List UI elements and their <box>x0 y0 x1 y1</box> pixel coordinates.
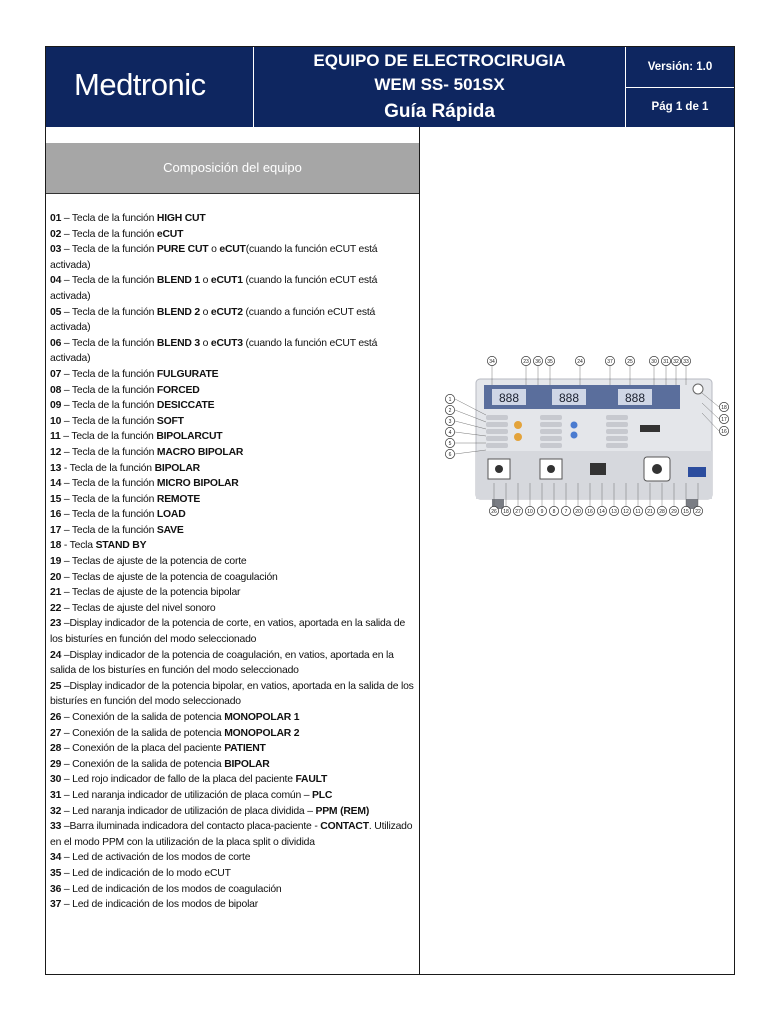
mode-key <box>486 436 508 441</box>
item-text: - Tecla <box>61 540 96 552</box>
callout-number: 33 <box>683 358 689 365</box>
item-number: 04 <box>50 275 62 287</box>
item-number: 06 <box>50 337 62 349</box>
mode-key <box>486 422 508 427</box>
display-digits: 888 <box>498 391 520 405</box>
contact-bar <box>640 425 660 432</box>
blue-key <box>571 422 578 429</box>
list-item <box>50 866 416 882</box>
item-text: – Tecla de la función <box>61 337 157 349</box>
item-number: 36 <box>50 883 62 895</box>
list-item <box>50 211 416 227</box>
callout-number: 17 <box>721 416 727 423</box>
list-item <box>50 398 416 414</box>
medtronic-logo: Medtronic <box>74 67 206 102</box>
list-item <box>50 305 416 336</box>
item-number: 03 <box>50 244 62 256</box>
item-keyword: BIPOLARCUT <box>156 431 223 443</box>
list-item <box>50 585 416 601</box>
item-text: – Led naranja indicador de utilización de placa dividida – <box>61 805 316 817</box>
list-item <box>50 336 416 367</box>
callout-number: 18 <box>721 404 727 411</box>
callout-number: 25 <box>627 358 633 365</box>
left-column <box>46 127 420 975</box>
item-number: 26 <box>50 712 62 723</box>
item-keyword: HIGH CUT <box>156 213 206 224</box>
item-number: 33 <box>50 821 62 833</box>
list-item <box>50 554 416 570</box>
item-number: 11 <box>50 431 61 443</box>
item-keyword-alt: eCUT1 <box>210 275 243 287</box>
item-text: – Teclas de ajuste de la potencia de corte <box>61 556 247 568</box>
item-number: 16 <box>50 509 62 521</box>
mode-key <box>486 429 508 434</box>
bipolar-connector <box>590 463 606 475</box>
item-number: 10 <box>50 415 62 427</box>
item-keyword: SAVE <box>156 524 184 536</box>
item-text: – Tecla de la función <box>61 368 157 380</box>
item-number: 35 <box>50 867 62 879</box>
section-heading: Composición del equipo <box>46 143 419 194</box>
item-text: - Tecla de la función <box>61 462 155 474</box>
item-number: 34 <box>50 852 62 864</box>
item-keyword-alt: eCUT2 <box>210 306 243 318</box>
callout-number: 12 <box>623 508 629 515</box>
callout-number: 13 <box>611 508 617 515</box>
list-item <box>50 227 416 243</box>
callout-number: 34 <box>489 358 495 365</box>
item-number: 24 <box>50 649 62 661</box>
right-column <box>420 127 734 975</box>
blue-key <box>571 432 578 439</box>
item-text: – Led naranja indicador de utilización de placa común – <box>61 789 313 801</box>
item-number: 30 <box>50 774 62 786</box>
item-number: 09 <box>50 400 62 412</box>
callout-number: 21 <box>647 508 653 515</box>
callout-number: 26 <box>491 508 497 515</box>
item-text: – Teclas de ajuste de la potencia de coagulación <box>61 571 278 583</box>
item-text: – Tecla de la función <box>61 244 157 256</box>
item-number: 22 <box>50 602 62 614</box>
item-number: 37 <box>50 899 62 911</box>
item-keyword: BLEND 1 <box>156 275 200 287</box>
item-note: (cuando la función eCUT está activada) <box>50 275 378 302</box>
item-text: – Conexión de la salida de potencia <box>61 758 225 770</box>
list-item <box>50 507 416 523</box>
list-item <box>50 429 416 445</box>
item-keyword: PURE CUT <box>156 244 209 256</box>
item-number: 21 <box>50 587 62 599</box>
item-text: – Tecla de la función <box>61 228 157 240</box>
item-keyword: FULGURATE <box>156 368 219 380</box>
item-text: – Led rojo indicador de fallo de la placa del paciente <box>61 774 296 786</box>
item-keyword: REMOTE <box>156 493 201 505</box>
item-text: – Led de indicación de los modos de coagulación <box>61 883 282 895</box>
version-label: Versión: 1.0 <box>626 47 734 88</box>
callout-number: 14 <box>599 508 605 515</box>
item-text: – Tecla de la función <box>61 478 157 490</box>
page-number: Pág 1 de 1 <box>651 101 709 113</box>
monopolar-2-socket <box>547 465 555 473</box>
item-text: –Barra iluminada indicadora del contacto placa-paciente - <box>61 821 321 833</box>
list-item <box>50 679 416 710</box>
list-item <box>50 850 416 866</box>
callout-number: 2 <box>448 407 452 414</box>
item-text: – Tecla de la función <box>61 524 157 536</box>
list-item <box>50 367 416 383</box>
item-number: 31 <box>50 789 62 801</box>
item-number: 29 <box>50 758 62 770</box>
item-text: – Tecla de la función <box>61 275 157 287</box>
mode-key <box>486 415 508 420</box>
document-page <box>45 46 735 975</box>
list-item <box>50 492 416 508</box>
item-keyword: MICRO BIPOLAR <box>156 478 239 490</box>
item-text: –Display indicador de la potencia de coagulación, en vatios, aportada en la salida de los bisturíes en función del modo seleccionado <box>50 649 394 677</box>
standby-key <box>693 384 703 394</box>
item-text: – Teclas de ajuste del nivel sonoro <box>61 602 216 614</box>
item-keyword: FORCED <box>156 384 200 396</box>
display-digits: 888 <box>624 391 646 405</box>
item-number: 20 <box>50 571 62 583</box>
item-connector: o <box>199 337 211 349</box>
list-item <box>50 601 416 617</box>
item-note: (cuando la función eCUT está activada) <box>50 337 378 365</box>
mode-key <box>606 415 628 420</box>
callout-number: 8 <box>552 508 556 515</box>
item-text: – Tecla de la función <box>61 509 157 521</box>
item-number: 12 <box>50 446 62 458</box>
logo-cell <box>46 47 254 127</box>
item-text: –Display indicador de la potencia de corte, en vatios, aportada en la salida de los bisturíes en función del modo seleccionado <box>50 618 406 646</box>
list-item <box>50 242 416 273</box>
list-item <box>50 538 416 554</box>
callout-number: 15 <box>683 508 689 515</box>
item-keyword: LOAD <box>156 509 186 521</box>
item-text: – Tecla de la función <box>61 384 157 396</box>
callout-number: 9 <box>540 508 544 515</box>
callout-number: 6 <box>448 451 452 458</box>
item-text: – Tecla de la función <box>61 213 157 224</box>
list-item <box>50 476 416 492</box>
item-number: 13 <box>50 462 62 474</box>
item-text: – Tecla de la función <box>61 415 157 427</box>
title-cell <box>254 47 626 127</box>
list-item <box>50 772 416 788</box>
callout-number: 5 <box>448 440 452 447</box>
item-keyword: PPM (REM) <box>315 805 370 817</box>
item-text: – Tecla de la función <box>61 400 157 412</box>
item-keyword: BIPOLAR <box>154 462 200 474</box>
callout-number: 16 <box>587 508 593 515</box>
item-text: – Tecla de la función <box>61 306 157 318</box>
item-note: (cuando la función eCUT está activada) <box>50 244 378 271</box>
callout-number: 23 <box>523 358 529 365</box>
component-list <box>50 211 416 913</box>
item-number: 19 <box>50 556 62 568</box>
item-text: – Tecla de la función <box>60 431 157 443</box>
list-item <box>50 461 416 477</box>
mode-key <box>540 436 562 441</box>
callout-number: 24 <box>577 358 583 365</box>
orange-led <box>514 421 522 429</box>
list-item <box>50 804 416 820</box>
list-item <box>50 648 416 679</box>
device-front-panel-figure <box>440 351 732 521</box>
item-connector: o <box>199 306 211 318</box>
callout-number: 31 <box>663 358 669 365</box>
callout-number: 32 <box>673 358 679 365</box>
mode-key <box>540 422 562 427</box>
meta-cell <box>626 47 734 127</box>
item-text: – Conexión de la salida de potencia <box>61 712 225 723</box>
list-item <box>50 445 416 461</box>
item-number: 18 <box>50 540 62 552</box>
item-keyword: MONOPOLAR 2 <box>224 727 300 739</box>
item-keyword: MONOPOLAR 1 <box>224 712 300 723</box>
item-text: – Tecla de la función <box>61 446 157 458</box>
item-number: 25 <box>50 680 62 692</box>
callout-number: 4 <box>448 429 452 436</box>
mode-key <box>606 443 628 448</box>
item-keyword-alt: eCUT <box>219 244 246 256</box>
mode-key <box>606 422 628 427</box>
callout-number: 1 <box>448 396 452 403</box>
list-item <box>50 726 416 742</box>
item-number: 08 <box>50 384 62 396</box>
item-number: 05 <box>50 306 62 318</box>
mode-key <box>606 429 628 434</box>
callout-number: 36 <box>535 358 541 365</box>
item-number: 32 <box>50 805 62 817</box>
item-text: – Teclas de ajuste de la potencia bipolar <box>61 587 241 599</box>
list-item <box>50 819 416 850</box>
callout-number: 28 <box>659 508 665 515</box>
callout-number: 10 <box>527 508 533 515</box>
mode-key <box>540 415 562 420</box>
brand-badge <box>688 467 706 477</box>
callout-number: 7 <box>564 508 568 515</box>
mode-key <box>540 429 562 434</box>
list-item <box>50 757 416 773</box>
list-item <box>50 414 416 430</box>
list-item <box>50 710 416 726</box>
item-keyword: STAND BY <box>95 540 147 552</box>
item-number: 28 <box>50 743 62 755</box>
list-item <box>50 383 416 399</box>
patient-plate-socket <box>652 464 662 474</box>
item-number: 17 <box>50 524 62 536</box>
callout-number: 16 <box>721 428 727 435</box>
list-item <box>50 273 416 304</box>
item-number: 02 <box>50 228 62 240</box>
item-number: 14 <box>50 478 62 490</box>
list-item <box>50 523 416 539</box>
item-keyword: CONTACT <box>320 821 369 833</box>
document-header <box>46 47 734 127</box>
callout-number: 3 <box>448 418 452 425</box>
item-text: –Display indicador de la potencia bipolar, en vatios, aportada en la salida de los bisturíes en función del modo seleccionado <box>50 680 414 708</box>
callout-number: 29 <box>671 508 677 515</box>
display-digits: 888 <box>558 391 580 405</box>
item-keyword: PATIENT <box>224 743 266 755</box>
item-keyword: PLC <box>312 789 333 801</box>
item-keyword: MACRO BIPOLAR <box>156 446 244 458</box>
list-item <box>50 616 416 647</box>
item-note: (cuando a función eCUT está activada) <box>50 306 376 334</box>
item-text: – Conexión de la salida de potencia <box>61 727 225 739</box>
item-keyword: BLEND 3 <box>156 337 200 349</box>
item-text: – Tecla de la función <box>61 493 157 505</box>
callout-number: 22 <box>695 508 701 515</box>
item-keyword: BLEND 2 <box>156 306 200 318</box>
item-text: – Led de indicación de los modos de bipolar <box>61 899 259 911</box>
list-item <box>50 788 416 804</box>
callout-number: 37 <box>607 358 613 365</box>
list-item <box>50 882 416 898</box>
monopolar-1-socket <box>495 465 503 473</box>
list-item <box>50 741 416 757</box>
item-text: – Led de indicación de lo modo eCUT <box>61 867 231 879</box>
item-number: 27 <box>50 727 62 739</box>
list-item <box>50 897 416 913</box>
callout-number: 35 <box>547 358 553 365</box>
item-number: 01 <box>50 213 62 224</box>
callout-number: 20 <box>575 508 581 515</box>
title-line-3: Guía Rápida <box>384 101 495 122</box>
item-number: 23 <box>50 618 62 630</box>
item-text: – Conexión de la placa del paciente <box>61 743 225 755</box>
item-keyword: BIPOLAR <box>224 758 270 770</box>
item-number: 15 <box>50 493 62 505</box>
callout-number: 27 <box>515 508 521 515</box>
item-keyword: SOFT <box>156 415 184 427</box>
item-keyword: eCUT <box>156 228 184 240</box>
item-connector: o <box>199 275 211 287</box>
item-keyword-alt: eCUT3 <box>210 337 243 349</box>
mode-key <box>486 443 508 448</box>
orange-led <box>514 433 522 441</box>
callout-number: 11 <box>635 508 641 515</box>
item-note: . Utilizado en el modo PPM con la utilización de la placa split o dividida <box>50 821 413 848</box>
item-keyword: FAULT <box>295 774 328 786</box>
item-number: 07 <box>50 368 62 380</box>
title-line-2: WEM SS- 501SX <box>374 75 505 94</box>
item-keyword: DESICCATE <box>156 400 215 412</box>
item-text: – Led de activación de los modos de corte <box>61 852 251 864</box>
list-item <box>50 570 416 586</box>
callout-number: 30 <box>651 358 657 365</box>
item-connector: o <box>208 244 220 256</box>
mode-key <box>540 443 562 448</box>
callout-number: 18 <box>503 508 509 515</box>
title-line-1: EQUIPO DE ELECTROCIRUGIA <box>313 51 566 70</box>
mode-key <box>606 436 628 441</box>
